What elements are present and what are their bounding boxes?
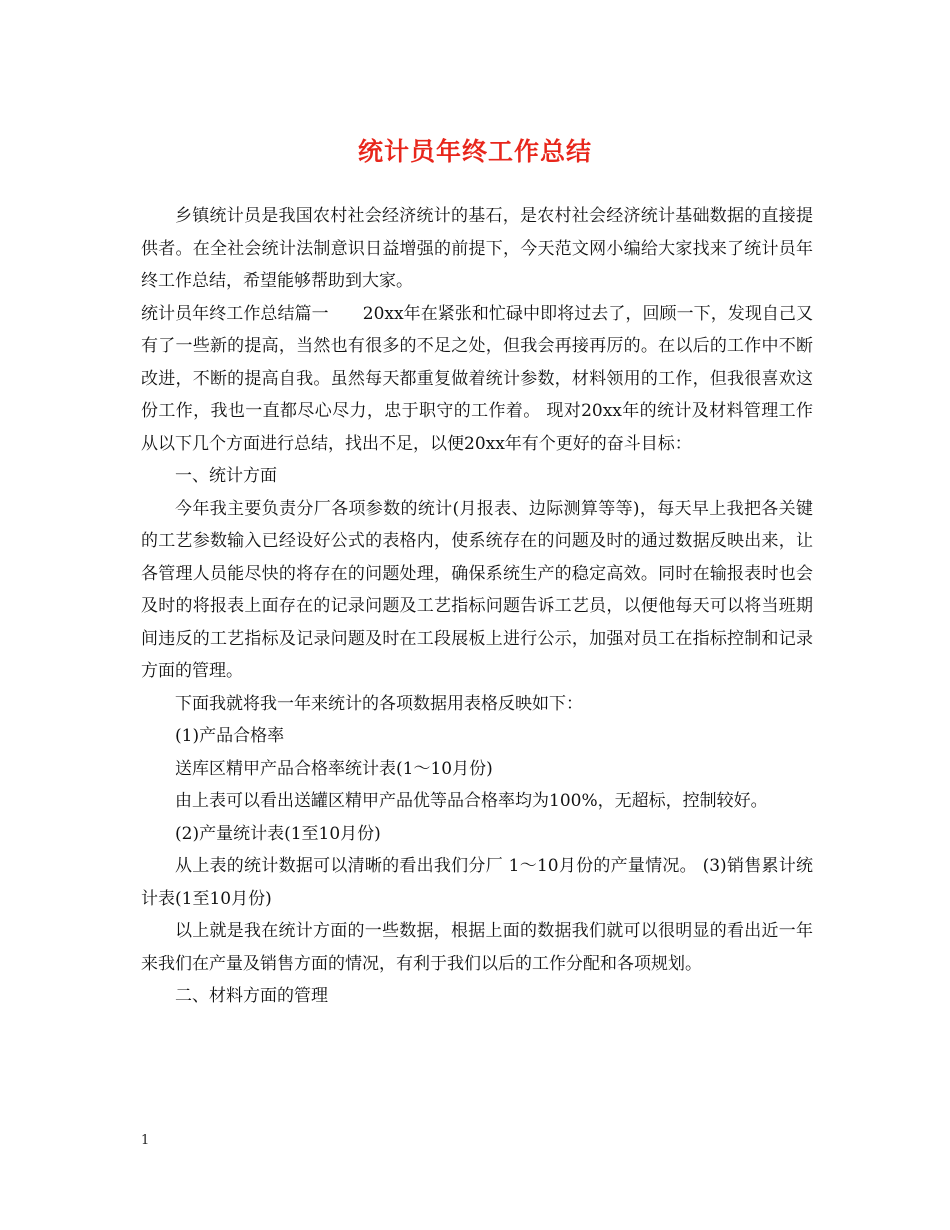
paragraph-tables-intro: 下面我就将我一年来统计的各项数据用表格反映如下：: [175, 693, 583, 714]
paragraph-output-summary: 从上表的统计数据可以清晰的看出我们分厂 1～10月份的产量情况。 (3)销售累计统计表(1至10月份): [141, 856, 813, 909]
document-body: [141, 200, 813, 1013]
paragraph-pass-rate-summary: 由上表可以看出送罐区精甲产品优等品合格率均为100%，无超标，控制较好。: [175, 791, 768, 811]
paragraph-statistics-duties: 今年我主要负责分厂各项参数的统计(月报表、边际测算等等)，每天早上我把各关键的工艺参数输入已经设好公式的表格内，使系统存在的问题及时的通过数据反映出来，让各管理人员能尽快的将存在的问题处理，确保系统生产的稳定高效。同时在输报表时也会及时的将报表上面存在的记录问题及工艺指标问题告诉工艺员，以便他每天可以将当班期间违反的工艺指标及记录问题及时在工段展板上进行公示，加强对员工在指标控制和记录方面的管理。: [141, 498, 813, 681]
heading-product-pass-rate: (1)产品合格率: [175, 726, 285, 746]
paragraph-section-one-opening: 统计员年终工作总结篇一 20xx年在紧张和忙碌中即将过去了，回顾一下，发现自己又有了一些新的提高，当然也有很多的不足之处，但我会再接再厉的。在以后的工作中不断改进，不断的提高自我。虽然每天都重复做着统计参数，材料领用的工作，但我很喜欢这份工作，我也一直都尽心尽力，忠于职守的工作着。 现对20xx年的统计及材料管理工作从以下几个方面进行总结，找出不足，以便20xx年有个更好的奋斗目标：: [141, 303, 813, 454]
paragraph-statistics-conclusion: 以上就是我在统计方面的一些数据，根据上面的数据我们就可以很明显的看出近一年来我们在产量及销售方面的情况，有利于我们以后的工作分配和各项规划。: [141, 921, 813, 974]
document-title: 统计员年终工作总结: [357, 137, 592, 166]
page-number: 1: [141, 1133, 150, 1148]
table-caption-pass-rate: 送库区精甲产品合格率统计表(1～10月份): [175, 758, 493, 779]
paragraph-intro: 乡镇统计员是我国农村社会经济统计的基石，是农村社会经济统计基础数据的直接提供者。在全社会统计法制意识日益增强的前提下，今天范文网小编给大家找来了统计员年终工作总结，希望能够帮助到大家。: [141, 206, 813, 291]
heading-statistics: 一、统计方面: [175, 466, 277, 486]
heading-output-table: (2)产量统计表(1至10月份): [175, 823, 381, 844]
heading-materials: 二、材料方面的管理: [175, 986, 328, 1006]
